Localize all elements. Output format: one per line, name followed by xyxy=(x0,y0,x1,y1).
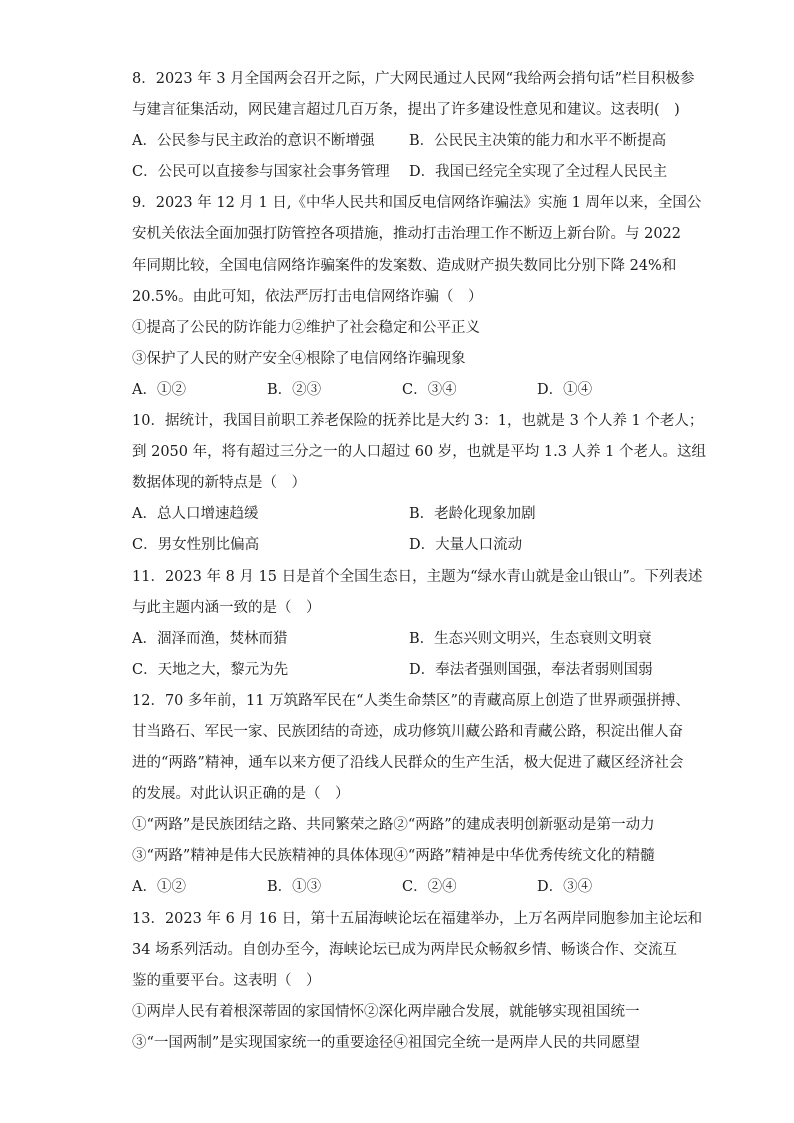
question-12-statements-2: ③“两路”精神是伟大民族精神的具体体现④“两路”精神是中华优秀传统文化的精髓 xyxy=(132,848,655,865)
question-12-stem-line-3: 进的“两路”精神，通车以来方便了沿线人民群众的生产生活，极大促进了藏区经济社会 xyxy=(132,755,684,772)
question-9 xyxy=(132,188,702,406)
question-12 xyxy=(132,686,690,904)
question-9-stem-line-1: 9．2023 年 12 月 1 日,《中华人民共和国反电信网络诈骗法》实施 1 周年以来，全国公 xyxy=(132,195,702,212)
question-10-options-row-2 xyxy=(132,530,672,561)
question-10-stem-line-2: 到 2050 年，将有超过三分之一的人口超过 60 岁，也就是平均 1.3 人养 1 个老人。这组 xyxy=(132,444,707,461)
question-10 xyxy=(132,406,707,561)
question-9-stem-line-4: 20.5%。由此可知，依法严厉打击电信网络诈骗（ ） xyxy=(132,288,483,305)
question-9-stem-line-3: 年同期比较，全国电信网络诈骗案件的发案数、造成财产损失数同比分别下降 24%和 xyxy=(132,257,677,274)
question-8-options-row-2 xyxy=(132,157,672,188)
option-a: A．公民参与民主政治的意识不断增强 xyxy=(132,133,375,150)
question-11 xyxy=(132,562,703,686)
option-a: A．总人口增速趋缓 xyxy=(132,506,259,523)
option-a: A．涸泽而渔，焚林而猎 xyxy=(132,630,288,647)
question-9-stem-line-2: 安机关依法全面加强打防管控各项措施，推动打击治理工作不断迈上新台阶。与 2022 xyxy=(132,226,682,243)
question-11-stem-line-2: 与此主题内涵一致的是（ ） xyxy=(132,599,321,616)
option-c: C．公民可以直接参与国家社会事务管理 xyxy=(132,164,390,181)
option-d: D．大量人口流动 xyxy=(409,537,523,554)
question-10-options-row-1 xyxy=(132,499,672,530)
option-d: D．①④ xyxy=(537,381,593,398)
question-12-options xyxy=(132,872,672,903)
question-10-stem-line-3: 数据体现的新特点是（ ） xyxy=(132,475,306,492)
question-8-stem-line-2: 与建言征集活动，网民建言超过几百万条，提出了许多建设性意见和建议。这表明( ) xyxy=(132,102,680,119)
question-11-options-row-2 xyxy=(132,655,672,686)
question-11-options-row-1 xyxy=(132,624,672,655)
question-12-stem-line-1: 12．70 多年前，11 万筑路军民在“人类生命禁区”的青藏高原上创造了世界顽强拼搏、 xyxy=(132,692,690,709)
option-a: A．①② xyxy=(132,879,186,896)
question-8 xyxy=(132,64,695,188)
question-9-options xyxy=(132,375,672,406)
option-c: C．②④ xyxy=(402,879,457,896)
question-12-stem-line-4: 的发展。对此认识正确的是（ ） xyxy=(132,786,350,803)
question-13-statements-1: ①两岸人民有着根深蒂固的家国情怀②深化两岸融合发展，就能够实现祖国统一 xyxy=(132,1003,640,1020)
option-d: D．我国已经完全实现了全过程人民民主 xyxy=(409,164,668,181)
question-13 xyxy=(132,904,703,1059)
question-13-stem-line-2: 34 场系列活动。自创办至今，海峡论坛已成为两岸民众畅叙乡情、畅谈合作、交流互 xyxy=(132,941,678,958)
option-d: D．奉法者强则国强，奉法者弱则国弱 xyxy=(409,661,653,678)
question-13-stem-line-3: 鉴的重要平台。这表明（ ） xyxy=(132,972,321,989)
option-b: B．老龄化现象加剧 xyxy=(409,506,536,523)
question-12-statements-1: ①“两路”是民族团结之路、共同繁荣之路②“两路”的建成表明创新驱动是第一动力 xyxy=(132,817,655,834)
option-b: B．②③ xyxy=(267,381,322,398)
option-c: C．天地之大，黎元为先 xyxy=(132,661,289,678)
question-10-stem-line-1: 10．据统计，我国目前职工养老保险的抚养比是大约 3：1，也就是 3 个人养 1 个老人； xyxy=(132,413,704,430)
option-b: B．生态兴则文明兴，生态衰则文明衰 xyxy=(409,630,652,647)
question-12-stem-line-2: 甘当路石、军民一家、民族团结的奇迹，成功修筑川藏公路和青藏公路，积淀出催人奋 xyxy=(132,723,683,740)
option-c: C．男女性别比偏高 xyxy=(132,537,260,554)
option-d: D．③④ xyxy=(537,879,593,896)
question-8-stem-line-1: 8．2023 年 3 月全国两会召开之际，广大网民通过人民网“我给两会捎句话”栏目积极参 xyxy=(132,71,695,87)
question-13-statements-2: ③“一国两制”是实现国家统一的重要途径④祖国完全统一是两岸人民的共同愿望 xyxy=(132,1034,640,1051)
question-9-statements-1: ①提高了公民的防诈能力②维护了社会稳定和公平正义 xyxy=(132,319,480,336)
question-list xyxy=(132,64,707,1059)
option-a: A．①② xyxy=(132,381,186,398)
question-9-statements-2: ③保护了人民的财产安全④根除了电信网络诈骗现象 xyxy=(132,350,466,367)
question-13-stem-line-1: 13．2023 年 6 月 16 日，第十五届海峡论坛在福建举办，上万名两岸同胞参加主论坛和 xyxy=(132,910,703,927)
option-b: B．①③ xyxy=(267,879,322,896)
question-8-options-row-1 xyxy=(132,126,672,157)
question-11-stem-line-1: 11．2023 年 8 月 15 日是首个全国生态日，主题为“绿水青山就是金山银山”。下列表述 xyxy=(132,568,703,585)
option-c: C．③④ xyxy=(402,381,457,398)
option-b: B．公民民主决策的能力和水平不断提高 xyxy=(409,133,667,150)
